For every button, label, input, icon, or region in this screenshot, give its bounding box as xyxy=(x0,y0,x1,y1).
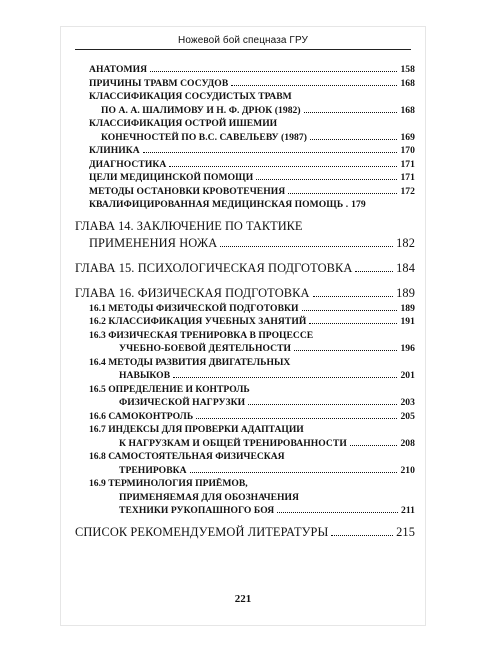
toc-section: ТРЕНИРОВКА 210 xyxy=(119,464,415,476)
toc-entry: ДИАГНОСТИКА 171 xyxy=(89,158,415,170)
table-of-contents xyxy=(75,63,415,541)
toc-section: ФИЗИЧЕСКОЙ НАГРУЗКИ 203 xyxy=(119,397,415,408)
toc-chapter: ПРИМЕНЕНИЯ НОЖА 182 xyxy=(89,235,415,250)
page-number: 221 xyxy=(234,593,252,605)
toc-section: 16.2 КЛАССИФИКАЦИЯ УЧЕБНЫХ ЗАНЯТИЙ 191 xyxy=(89,316,415,327)
toc-section-line: 16.8 САМОСТОЯТЕЛЬНАЯ ФИЗИЧЕСКАЯ xyxy=(89,451,285,462)
toc-section: УЧЕБНО-БОЕВОЙ ДЕЯТЕЛЬНОСТИ 196 xyxy=(119,343,415,354)
toc-entry: МЕТОДЫ ОСТАНОВКИ КРОВОТЕЧЕНИЯ 172 xyxy=(89,185,415,197)
toc-section: НАВЫКОВ 201 xyxy=(119,370,415,381)
toc-entry: ПО А. А. ШАЛИМОВУ И Н. Ф. ДРЮК (1982) 168 xyxy=(101,104,415,116)
toc-section-line: 16.4 МЕТОДЫ РАЗВИТИЯ ДВИГАТЕЛЬНЫХ xyxy=(89,356,291,368)
toc-section-line: ПРИМЕНЯЕМАЯ ДЛЯ ОБОЗНАЧЕНИЯ xyxy=(119,491,299,503)
toc-section-line: 16.3 ФИЗИЧЕСКАЯ ТРЕНИРОВКА В ПРОЦЕССЕ xyxy=(89,329,314,341)
toc-section: 16.1 МЕТОДЫ ФИЗИЧЕСКОЙ ПОДГОТОВКИ 189 xyxy=(89,302,415,314)
toc-section-line: 16.5 ОПРЕДЕЛЕНИЕ И КОНТРОЛЬ xyxy=(89,383,250,395)
toc-entry-line: КЛАССИФИКАЦИЯ СОСУДИСТЫХ ТРАВМ xyxy=(89,91,292,102)
toc-entry-line: КЛАССИФИКАЦИЯ ОСТРОЙ ИШЕМИИ xyxy=(89,118,278,129)
header-rule xyxy=(75,49,411,50)
running-header: Ножевой бой спецназа ГРУ xyxy=(178,35,308,46)
toc-entry: КВАЛИФИЦИРОВАННАЯ МЕДИЦИНСКАЯ ПОМОЩЬ . 179 xyxy=(89,199,366,210)
toc-entry: КОНЕЧНОСТЕЙ ПО В.С. САВЕЛЬЕВУ (1987) 169 xyxy=(101,131,415,143)
toc-entry: КЛИНИКА 170 xyxy=(89,145,415,156)
toc-entry: АНАТОМИЯ 158 xyxy=(89,64,415,75)
toc-bibliography: СПИСОК РЕКОМЕНДУЕМОЙ ЛИТЕРАТУРЫ 215 xyxy=(75,524,415,539)
toc-entry: ЦЕЛИ МЕДИЦИНСКОЙ ПОМОЩИ 171 xyxy=(89,172,415,183)
toc-section: К НАГРУЗКАМ И ОБЩЕЙ ТРЕНИРОВАННОСТИ 208 xyxy=(119,437,415,449)
toc-section: ТЕХНИКИ РУКОПАШНОГО БОЯ 211 xyxy=(119,505,415,516)
toc-entry: ПРИЧИНЫ ТРАВМ СОСУДОВ 168 xyxy=(89,77,415,89)
toc-chapter: ГЛАВА 15. ПСИХОЛОГИЧЕСКАЯ ПОДГОТОВКА 184 xyxy=(75,260,415,275)
toc-chapter-line: ГЛАВА 14. ЗАКЛЮЧЕНИЕ ПО ТАКТИКЕ xyxy=(75,218,303,233)
toc-section-line: 16.7 ИНДЕКСЫ ДЛЯ ПРОВЕРКИ АДАПТАЦИИ xyxy=(89,424,304,435)
toc-section-line: 16.9 ТЕРМИНОЛОГИЯ ПРИЁМОВ, xyxy=(89,478,248,489)
book-page xyxy=(60,26,426,626)
toc-section: 16.6 САМОКОНТРОЛЬ 205 xyxy=(89,410,415,422)
toc-chapter: ГЛАВА 16. ФИЗИЧЕСКАЯ ПОДГОТОВКА 189 xyxy=(75,285,415,300)
